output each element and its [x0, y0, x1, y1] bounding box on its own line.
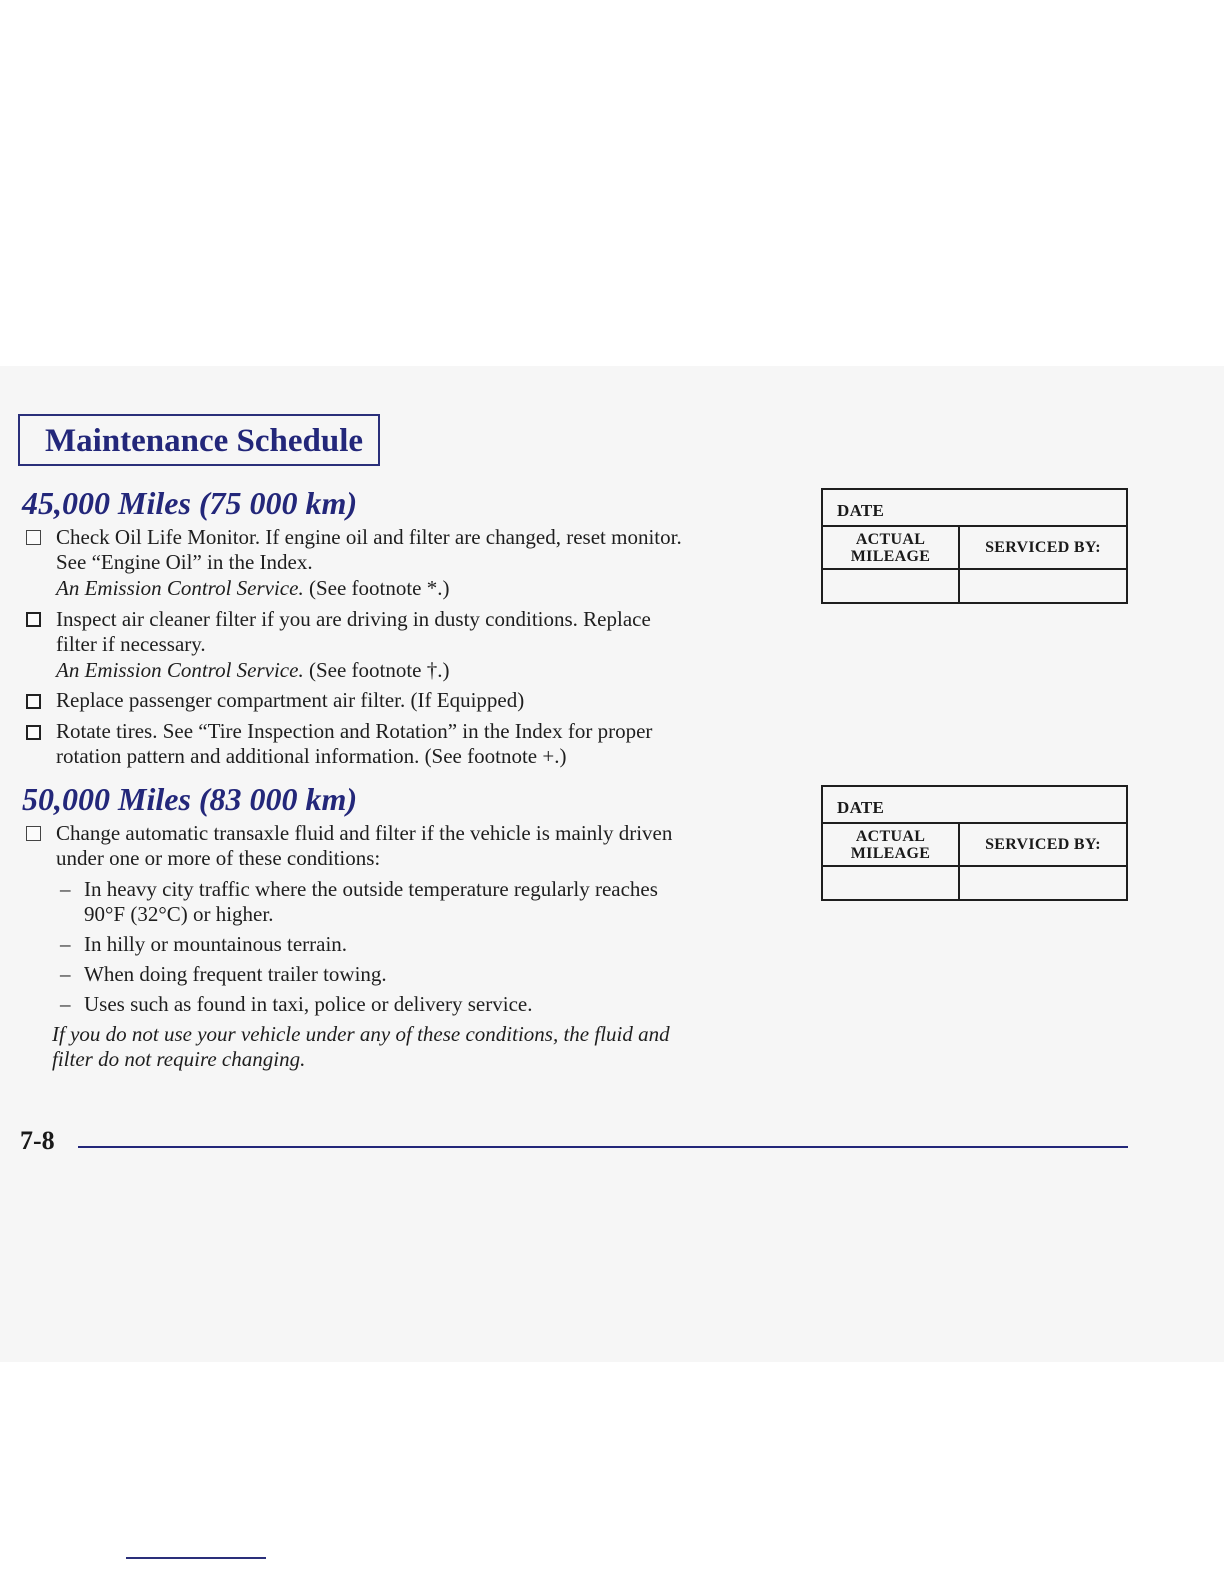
- service-checkbox[interactable]: [26, 612, 41, 627]
- serviced-by-label: SERVICED BY:: [985, 836, 1101, 853]
- service-checkbox[interactable]: [26, 530, 41, 545]
- actual-mileage-label: [823, 828, 958, 862]
- service-item-text: Replace passenger compartment air filter. (If Equipped): [56, 688, 525, 712]
- service-checkbox[interactable]: [26, 725, 41, 740]
- actual-mileage-label-line2: MILEAGE: [850, 845, 931, 862]
- actual-mileage-label: [823, 531, 958, 565]
- footer-rule: [78, 1146, 1128, 1148]
- serviced-by-label: SERVICED BY:: [985, 539, 1101, 556]
- service-item-text: under one or more of these conditions:: [56, 846, 381, 870]
- footnote-reference: (See footnote *.): [303, 576, 450, 600]
- bullet-dash: –: [60, 877, 71, 901]
- condition-text: Uses such as found in taxi, police or delivery service.: [84, 992, 533, 1016]
- date-row[interactable]: [823, 490, 1126, 527]
- date-row[interactable]: [823, 787, 1126, 824]
- closing-note: filter do not require changing.: [52, 1047, 306, 1071]
- emission-note: [56, 658, 450, 683]
- emission-note-label: An Emission Control Service.: [56, 576, 304, 600]
- actual-mileage-label-line1: ACTUAL: [855, 531, 926, 548]
- interval-heading-50000: 50,000 Miles (83 000 km): [22, 781, 358, 817]
- condition-text: When doing frequent trailer towing.: [84, 962, 387, 986]
- emission-note: [56, 576, 450, 601]
- column-divider: [958, 824, 960, 901]
- service-item-text: Rotate tires. See “Tire Inspection and Rotation” in the Index for proper: [56, 719, 653, 743]
- service-item-text: Change automatic transaxle fluid and filter if the vehicle is mainly driven: [56, 821, 673, 845]
- service-item-text: See “Engine Oil” in the Index.: [56, 550, 313, 574]
- service-checkbox[interactable]: [26, 826, 41, 841]
- date-label: DATE: [837, 798, 885, 817]
- service-record-form-50000: [821, 785, 1128, 901]
- actual-mileage-label-line2: MILEAGE: [850, 548, 931, 565]
- service-item-text: rotation pattern and additional information. (See footnote +.): [56, 744, 567, 768]
- closing-note: If you do not use your vehicle under any of these conditions, the fluid and: [52, 1022, 670, 1046]
- label-row: [823, 824, 1126, 867]
- service-item-text: Check Oil Life Monitor. If engine oil and filter are changed, reset monitor.: [56, 525, 682, 549]
- bullet-dash: –: [60, 962, 71, 986]
- interval-heading-45000: 45,000 Miles (75 000 km): [22, 485, 358, 521]
- condition-text: In heavy city traffic where the outside temperature regularly reaches: [84, 877, 658, 901]
- emission-note-label: An Emission Control Service.: [56, 658, 304, 682]
- actual-mileage-label-line1: ACTUAL: [855, 828, 926, 845]
- footnote-reference: (See footnote †.): [303, 658, 450, 682]
- condition-text: 90°F (32°C) or higher.: [84, 902, 274, 926]
- date-label: DATE: [837, 501, 885, 520]
- section-title-box: [18, 414, 380, 466]
- column-divider: [958, 527, 960, 604]
- bullet-dash: –: [60, 992, 71, 1016]
- service-record-form-45000: [821, 488, 1128, 604]
- service-item-text: filter if necessary.: [56, 632, 206, 656]
- condition-text: In hilly or mountainous terrain.: [84, 932, 348, 956]
- service-checkbox[interactable]: [26, 694, 41, 709]
- bullet-dash: –: [60, 932, 71, 956]
- label-row: [823, 527, 1126, 570]
- page-title: Maintenance Schedule: [45, 423, 364, 459]
- page-number: 7-8: [20, 1126, 55, 1155]
- service-item-text: Inspect air cleaner filter if you are driving in dusty conditions. Replace: [56, 607, 651, 631]
- bottom-edge-mark: [126, 1557, 266, 1559]
